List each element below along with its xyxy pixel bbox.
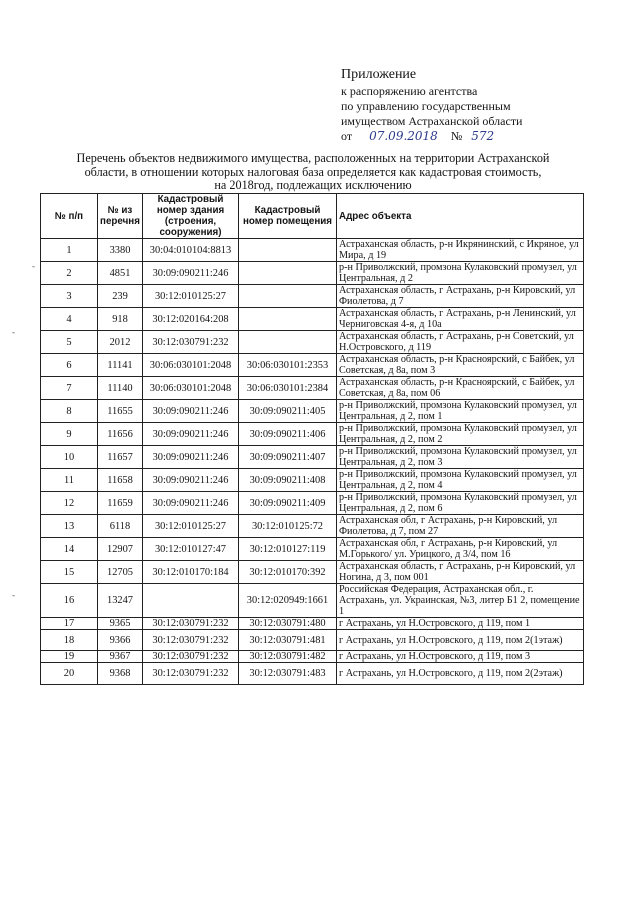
row-address: Российская Федерация, Астраханская обл., г. Астрахань, ул. Украинская, №3, литер Б1 2, помещение 1 — [337, 584, 584, 618]
row-num: 7 — [41, 377, 98, 400]
row-num: 10 — [41, 446, 98, 469]
row-cad-room — [239, 285, 337, 308]
header-num: № п/п — [41, 194, 98, 239]
table-row — [41, 538, 584, 561]
handwritten-date: 07.09.2018 — [369, 129, 438, 143]
row-cad-building: 30:09:090211:246 — [143, 469, 239, 492]
row-num: 17 — [41, 618, 98, 630]
row-cad-building: 30:12:010170:184 — [143, 561, 239, 584]
row-cad-room: 30:12:010170:392 — [239, 561, 337, 584]
row-address: Астраханская область, г Астрахань, р-н Ленинский, ул Черниговская 4-я, д 10а — [337, 308, 584, 331]
row-address: р-н Приволжский, промзона Кулаковский промузел, ул Центральная, д 2, пом 2 — [337, 423, 584, 446]
appendix-line-1: к распоряжению агентства — [341, 84, 478, 98]
row-cad-room — [239, 331, 337, 354]
row-cad-room: 30:06:030101:2353 — [239, 354, 337, 377]
table-row — [41, 618, 584, 630]
row-cad-room: 30:12:010127:119 — [239, 538, 337, 561]
appendix-line-2: по управлению государственным — [341, 99, 511, 113]
row-address: г Астрахань, ул Н.Островского, д 119, пом 2(2этаж) — [337, 663, 584, 685]
row-num: 1 — [41, 239, 98, 262]
row-address: г Астрахань, ул Н.Островского, д 119, пом 3 — [337, 651, 584, 663]
objects-table — [40, 193, 584, 685]
row-cad-building: 30:12:030791:232 — [143, 651, 239, 663]
row-cad-room: 30:12:030791:482 — [239, 651, 337, 663]
row-cad-building: 30:12:020164:208 — [143, 308, 239, 331]
row-num: 5 — [41, 331, 98, 354]
row-list-num: 3380 — [98, 239, 143, 262]
row-cad-building: 30:09:090211:246 — [143, 423, 239, 446]
row-cad-room: 30:12:030791:480 — [239, 618, 337, 630]
row-list-num: 11657 — [98, 446, 143, 469]
table-row — [41, 308, 584, 331]
row-cad-building: 30:09:090211:246 — [143, 400, 239, 423]
appendix-line-3: имуществом Астраханской области — [341, 114, 523, 128]
row-cad-room — [239, 308, 337, 331]
row-address: Астраханская обл, г Астрахань, р-н Кировский, ул Фиолетова, д 7, пом 27 — [337, 515, 584, 538]
header-cad-building: Кадастровый номер здания (строения, сооружения) — [143, 194, 239, 239]
row-address: г Астрахань, ул Н.Островского, д 119, пом 2(1этаж) — [337, 630, 584, 651]
row-num: 16 — [41, 584, 98, 618]
handwritten-number: 572 — [471, 129, 495, 143]
row-cad-building: 30:12:030791:232 — [143, 618, 239, 630]
table-row — [41, 446, 584, 469]
row-list-num: 12907 — [98, 538, 143, 561]
row-address: Астраханская область, р-н Красноярский, с Байбек, ул Советская, д 8а, пом 3 — [337, 354, 584, 377]
row-cad-building: 30:06:030101:2048 — [143, 377, 239, 400]
row-cad-room: 30:12:020949:1661 — [239, 584, 337, 618]
heading-line-3: на 2018год, подлежащих исключению — [214, 178, 412, 192]
row-address: р-н Приволжский, промзона Кулаковский промузел, ул Центральная, д 2, пом 1 — [337, 400, 584, 423]
appendix-block — [341, 66, 631, 147]
table-row — [41, 584, 584, 618]
row-address: р-н Приволжский, промзона Кулаковский промузел, ул Центральная, д 2, пом 4 — [337, 469, 584, 492]
row-list-num: 2012 — [98, 331, 143, 354]
row-cad-building: 30:06:030101:2048 — [143, 354, 239, 377]
row-cad-building: 30:12:010125:27 — [143, 515, 239, 538]
row-list-num: 11655 — [98, 400, 143, 423]
table-row — [41, 285, 584, 308]
row-num: 20 — [41, 663, 98, 685]
heading-line-2: области, в отношении которых налоговая база определяется как кадастровая стоимость, — [84, 164, 542, 179]
row-num: 18 — [41, 630, 98, 651]
appendix-title: Приложение — [341, 67, 417, 82]
margin-mark: - — [32, 261, 35, 271]
table-row — [41, 400, 584, 423]
table-header-row — [41, 194, 584, 239]
row-address: Астраханская область, р-н Красноярский, с Байбек, ул Советская, д 8а, пом 06 — [337, 377, 584, 400]
row-num: 15 — [41, 561, 98, 584]
row-list-num: 239 — [98, 285, 143, 308]
header-address: Адрес объекта — [337, 194, 584, 239]
row-cad-building: 30:12:010127:47 — [143, 538, 239, 561]
table-row — [41, 651, 584, 663]
row-list-num: 6118 — [98, 515, 143, 538]
row-num: 8 — [41, 400, 98, 423]
row-address: Астраханская обл, г Астрахань, р-н Кировский, ул М.Горького/ ул. Урицкого, д 3/4, пом 16 — [337, 538, 584, 561]
row-list-num: 9367 — [98, 651, 143, 663]
row-cad-building: 30:09:090211:246 — [143, 262, 239, 285]
row-list-num: 918 — [98, 308, 143, 331]
table-row — [41, 630, 584, 651]
row-address: Астраханская область, г Астрахань, р-н Кировский, ул Фиолетова, д 7 — [337, 285, 584, 308]
row-address: г Астрахань, ул Н.Островского, д 119, пом 1 — [337, 618, 584, 630]
document-heading — [20, 152, 606, 193]
row-cad-room: 30:09:090211:407 — [239, 446, 337, 469]
row-cad-room: 30:12:030791:483 — [239, 663, 337, 685]
row-cad-building: 30:09:090211:246 — [143, 446, 239, 469]
row-list-num: 11659 — [98, 492, 143, 515]
row-list-num: 11140 — [98, 377, 143, 400]
row-num: 11 — [41, 469, 98, 492]
row-num: 2 — [41, 262, 98, 285]
row-list-num: 12705 — [98, 561, 143, 584]
row-cad-room: 30:12:030791:481 — [239, 630, 337, 651]
margin-mark: - — [12, 327, 15, 337]
row-cad-room: 30:09:090211:409 — [239, 492, 337, 515]
table-row — [41, 331, 584, 354]
row-address: Астраханская область, г Астрахань, р-н Советский, ул Н.Островского, д 119 — [337, 331, 584, 354]
row-cad-room — [239, 239, 337, 262]
table-row — [41, 663, 584, 685]
table-row — [41, 423, 584, 446]
table-row — [41, 239, 584, 262]
row-num: 9 — [41, 423, 98, 446]
header-cad-room: Кадастровый номер помещения — [239, 194, 337, 239]
row-cad-building: 30:04:010104:8813 — [143, 239, 239, 262]
row-num: 14 — [41, 538, 98, 561]
table-row — [41, 377, 584, 400]
margin-mark: - — [12, 590, 15, 600]
row-cad-building — [143, 584, 239, 618]
row-cad-building: 30:12:030791:232 — [143, 663, 239, 685]
row-cad-building: 30:12:030791:232 — [143, 630, 239, 651]
table-row — [41, 469, 584, 492]
row-address: Астраханская область, г Астрахань, р-н Кировский, ул Ногина, д 3, пом 001 — [337, 561, 584, 584]
row-list-num: 4851 — [98, 262, 143, 285]
row-num: 12 — [41, 492, 98, 515]
row-list-num: 11656 — [98, 423, 143, 446]
row-address: р-н Приволжский, промзона Кулаковский промузел, ул Центральная, д 2, пом 6 — [337, 492, 584, 515]
table-body — [41, 239, 584, 685]
row-list-num: 13247 — [98, 584, 143, 618]
table-row — [41, 354, 584, 377]
row-num: 3 — [41, 285, 98, 308]
table-row — [41, 515, 584, 538]
row-num: 19 — [41, 651, 98, 663]
row-list-num: 9368 — [98, 663, 143, 685]
row-list-num: 9366 — [98, 630, 143, 651]
row-cad-building: 30:12:030791:232 — [143, 331, 239, 354]
header-list-num: № из перечня — [98, 194, 143, 239]
row-list-num: 11141 — [98, 354, 143, 377]
table-row — [41, 262, 584, 285]
row-cad-building: 30:09:090211:246 — [143, 492, 239, 515]
row-num: 13 — [41, 515, 98, 538]
row-cad-room — [239, 262, 337, 285]
heading-line-1: Перечень объектов недвижимого имущества, расположенных на территории Астраханской — [76, 151, 550, 165]
row-address: р-н Приволжский, промзона Кулаковский промузел, ул Центральная, д 2 — [337, 262, 584, 285]
row-cad-room: 30:06:030101:2384 — [239, 377, 337, 400]
number-label: № — [450, 129, 463, 143]
row-address: Астраханская область, р-н Икрянинский, с Икряное, ул Мира, д 19 — [337, 239, 584, 262]
table-row — [41, 492, 584, 515]
row-num: 4 — [41, 308, 98, 331]
row-cad-building: 30:12:010125:27 — [143, 285, 239, 308]
row-cad-room: 30:09:090211:408 — [239, 469, 337, 492]
row-cad-room: 30:09:090211:405 — [239, 400, 337, 423]
table-row — [41, 561, 584, 584]
row-num: 6 — [41, 354, 98, 377]
appendix-dateline — [341, 129, 631, 147]
row-cad-room: 30:12:010125:72 — [239, 515, 337, 538]
row-list-num: 9365 — [98, 618, 143, 630]
row-list-num: 11658 — [98, 469, 143, 492]
row-address: р-н Приволжский, промзона Кулаковский промузел, ул Центральная, д 2, пом 3 — [337, 446, 584, 469]
from-label: от — [341, 129, 353, 143]
row-cad-room: 30:09:090211:406 — [239, 423, 337, 446]
